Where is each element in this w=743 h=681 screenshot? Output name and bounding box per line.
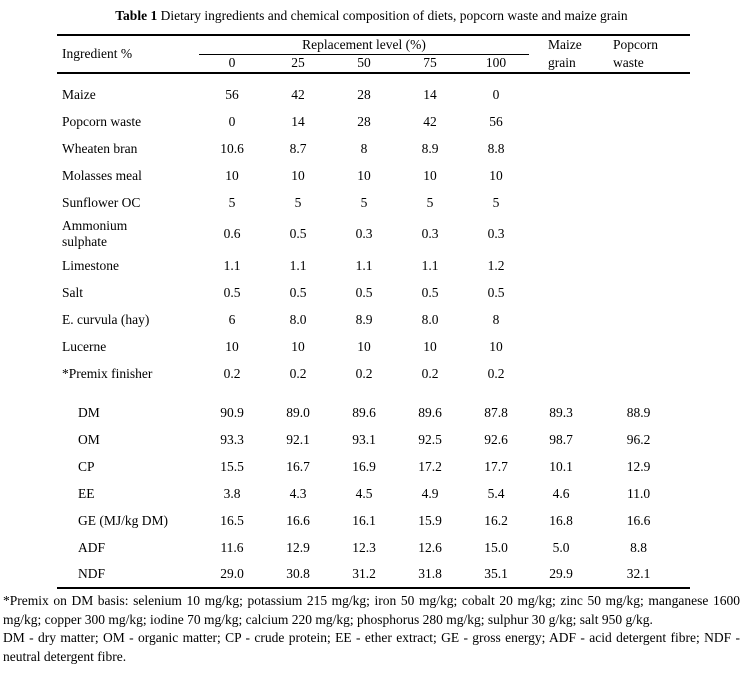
cell: 0.3 [421, 226, 439, 241]
cell: 42 [291, 86, 305, 102]
cell: 14 [423, 86, 437, 102]
cell: 1.1 [289, 257, 307, 273]
cell: 3.8 [223, 485, 241, 501]
cell: 31.8 [418, 566, 442, 581]
cell: 11.0 [626, 485, 651, 501]
cell: 5.0 [552, 539, 570, 555]
row-label: ADF [78, 539, 106, 555]
cell: 0.2 [355, 365, 373, 381]
cell: 98.7 [549, 431, 573, 447]
cell: 10 [489, 167, 503, 183]
empty-cell [529, 252, 603, 279]
cell: 56 [225, 86, 239, 102]
table-row-premix-finisher [57, 360, 690, 387]
empty-cell [603, 279, 690, 306]
row-label: GE (MJ/kg DM) [78, 512, 168, 528]
cell: 10 [423, 338, 437, 354]
row-label: CP [78, 458, 95, 474]
cell: 10 [291, 167, 305, 183]
cell: 1.1 [421, 257, 439, 273]
empty-cell [603, 360, 690, 387]
cell: 12.9 [626, 458, 651, 474]
table-row-ge [57, 507, 690, 534]
cell: 8.0 [289, 311, 307, 327]
cell: 11.6 [220, 539, 244, 555]
cell: 8.9 [355, 311, 373, 327]
cell: 56 [489, 113, 503, 129]
cell: 93.1 [352, 431, 376, 447]
cell: 89.6 [418, 404, 442, 420]
row-label: OM [78, 431, 100, 447]
cell: 1.1 [355, 257, 373, 273]
cell: 16.9 [352, 458, 376, 474]
spacer-row [57, 387, 690, 399]
row-label: Sunflower OC [62, 194, 141, 210]
cell: 0.2 [421, 365, 439, 381]
empty-cell [603, 189, 690, 216]
table-row-ee [57, 480, 690, 507]
cell: 4.6 [552, 485, 570, 501]
cell: 0.3 [355, 226, 373, 241]
cell: 0.2 [487, 365, 505, 381]
empty-cell [529, 162, 603, 189]
cell: 0 [492, 86, 500, 102]
empty-cell [529, 333, 603, 360]
cell: 12.9 [286, 539, 310, 555]
empty-cell [603, 252, 690, 279]
column-header-replacement-level: Replacement level (%) [199, 35, 529, 54]
cell: 0.2 [289, 365, 307, 381]
cell: 0.5 [223, 284, 241, 300]
empty-cell [529, 81, 603, 108]
cell: 89.6 [352, 404, 376, 420]
table-title [0, 7, 743, 25]
cell: 0.5 [289, 284, 307, 300]
popcorn-waste-line2: waste [613, 55, 644, 70]
cell: 12.3 [352, 539, 376, 555]
header-row-1 [57, 35, 690, 54]
cell: 89.3 [549, 404, 573, 420]
row-label: Maize [62, 86, 96, 102]
table-row-e-curvula-hay [57, 306, 690, 333]
cell: 90.9 [220, 404, 244, 420]
row-label: *Premix finisher [62, 365, 153, 381]
row-label: DM [78, 404, 100, 420]
cell: 0.5 [289, 226, 307, 241]
cell: 28 [357, 86, 371, 102]
cell: 96.2 [626, 431, 651, 447]
table-row-sunflower-oc [57, 189, 690, 216]
empty-cell [603, 135, 690, 162]
empty-cell [603, 216, 690, 252]
popcorn-waste-line1: Popcorn [613, 37, 659, 52]
table-row-cp [57, 453, 690, 480]
column-header-level-0: 0 [228, 55, 236, 71]
cell: 92.1 [286, 431, 310, 447]
empty-cell [603, 81, 690, 108]
cell: 15.0 [484, 539, 508, 555]
row-label: NDF [78, 566, 106, 581]
cell: 16.8 [549, 512, 573, 528]
table-row-molasses-meal [57, 162, 690, 189]
cell: 10 [357, 167, 371, 183]
cell: 0.5 [421, 284, 439, 300]
cell: 93.3 [220, 431, 244, 447]
cell: 10 [291, 338, 305, 354]
cell: 8 [492, 311, 500, 327]
cell: 1.2 [487, 257, 505, 273]
cell: 15.5 [220, 458, 244, 474]
cell: 35.1 [484, 566, 508, 581]
row-label: Molasses meal [62, 167, 142, 183]
row-label: E. curvula (hay) [62, 311, 150, 327]
column-header-level-100: 100 [485, 55, 507, 71]
row-label: Wheaten bran [62, 140, 138, 156]
cell: 5.4 [487, 485, 505, 501]
footnote-abbreviations: DM - dry matter; OM - organic matter; CP - crude protein; EE - ether extract; GE - gross energy; ADF - acid detergent fibre; NDF - neutral detergent fibre. [3, 630, 740, 664]
cell: 4.3 [289, 485, 307, 501]
cell: 10.6 [220, 140, 244, 156]
table-row-limestone [57, 252, 690, 279]
cell: 5 [294, 194, 302, 210]
cell: 42 [423, 113, 437, 129]
cell: 29.0 [220, 566, 244, 581]
empty-cell [603, 306, 690, 333]
cell: 32.1 [626, 566, 651, 581]
table-header [57, 35, 690, 73]
table-title-number: Table 1 [115, 8, 158, 23]
cell: 14 [291, 113, 305, 129]
row-label: Limestone [62, 257, 119, 273]
table-body [57, 73, 690, 588]
cell: 0.5 [487, 284, 505, 300]
spacer-row [57, 73, 690, 81]
table-title-text: Dietary ingredients and chemical composition of diets, popcorn waste and maize grain [157, 8, 628, 23]
cell: 0.5 [355, 284, 373, 300]
cell: 10 [489, 338, 503, 354]
diet-composition-table [57, 34, 690, 589]
cell: 29.9 [549, 566, 573, 581]
column-header-popcorn-waste [603, 35, 690, 73]
empty-cell [529, 189, 603, 216]
column-header-level-25: 25 [291, 55, 305, 71]
cell: 31.2 [352, 566, 376, 581]
table-row-maize [57, 81, 690, 108]
footnotes [0, 592, 743, 666]
cell: 4.5 [355, 485, 373, 501]
cell: 92.5 [418, 431, 442, 447]
cell: 0 [228, 113, 236, 129]
cell: 5 [360, 194, 368, 210]
cell: 1.1 [223, 257, 241, 273]
cell: 8.9 [421, 140, 439, 156]
cell: 10 [225, 167, 239, 183]
column-header-maize-grain [529, 35, 603, 73]
table-row-salt [57, 279, 690, 306]
cell: 6 [228, 311, 236, 327]
cell: 0.2 [223, 365, 241, 381]
empty-cell [603, 162, 690, 189]
empty-cell [529, 360, 603, 387]
cell: 16.5 [220, 512, 244, 528]
empty-cell [529, 306, 603, 333]
row-label: Salt [62, 284, 84, 300]
cell: 8.8 [487, 140, 505, 156]
maize-grain-line2: grain [548, 55, 576, 70]
table-row-ndf [57, 561, 690, 588]
cell: 8.7 [289, 140, 307, 156]
row-label: Lucerne [62, 338, 107, 354]
row-label-text: Ammonium sulphate [62, 218, 128, 249]
table-row-popcorn-waste [57, 108, 690, 135]
table-row-om [57, 426, 690, 453]
cell: 5 [426, 194, 434, 210]
cell: 16.2 [484, 512, 508, 528]
empty-cell [529, 216, 603, 252]
cell: 8.0 [421, 311, 439, 327]
cell: 17.2 [418, 458, 442, 474]
cell: 10.1 [549, 458, 573, 474]
column-header-level-75: 75 [423, 55, 437, 71]
cell: 12.6 [418, 539, 442, 555]
cell: 16.1 [352, 512, 376, 528]
cell: 5 [228, 194, 236, 210]
column-header-ingredient: Ingredient % [62, 46, 133, 61]
cell: 8 [360, 140, 368, 156]
cell: 15.9 [418, 512, 442, 528]
empty-cell [603, 108, 690, 135]
table-row-wheaten-bran [57, 135, 690, 162]
cell: 28 [357, 113, 371, 129]
cell: 16.6 [626, 512, 651, 528]
cell: 88.9 [626, 404, 651, 420]
empty-cell [529, 279, 603, 306]
cell: 0.6 [223, 226, 241, 241]
cell: 0.3 [487, 226, 505, 241]
table-row-dm [57, 399, 690, 426]
footnote-premix: *Premix on DM basis: selenium 10 mg/kg; potassium 215 mg/kg; iron 50 mg/kg; cobalt 20 mg/kg; zinc 50 mg/kg; manganese 1600 mg/kg; copper 300 mg/kg; iodine 70 mg/kg; calcium 220 mg/kg; phosphorus 280 mg/kg; sulphur 30 g/kg; salt 950 g/kg. [3, 593, 740, 627]
table-row-ammonium-sulphate [57, 216, 690, 252]
cell: 10 [423, 167, 437, 183]
empty-cell [529, 135, 603, 162]
cell: 10 [225, 338, 239, 354]
row-label: Popcorn waste [62, 113, 142, 129]
cell: 16.7 [286, 458, 310, 474]
column-header-level-50: 50 [357, 55, 371, 71]
row-label [57, 216, 199, 252]
cell: 4.9 [421, 485, 439, 501]
cell: 89.0 [286, 404, 310, 420]
row-label: EE [78, 485, 95, 501]
cell: 10 [357, 338, 371, 354]
table-row-adf [57, 534, 690, 561]
maize-grain-line1: Maize [548, 37, 582, 52]
cell: 16.6 [286, 512, 310, 528]
cell: 30.8 [286, 566, 310, 581]
cell: 87.8 [484, 404, 508, 420]
empty-cell [529, 108, 603, 135]
cell: 92.6 [484, 431, 508, 447]
cell: 5 [492, 194, 500, 210]
cell: 17.7 [484, 458, 508, 474]
cell: 8.8 [630, 539, 647, 555]
table-row-lucerne [57, 333, 690, 360]
empty-cell [603, 333, 690, 360]
